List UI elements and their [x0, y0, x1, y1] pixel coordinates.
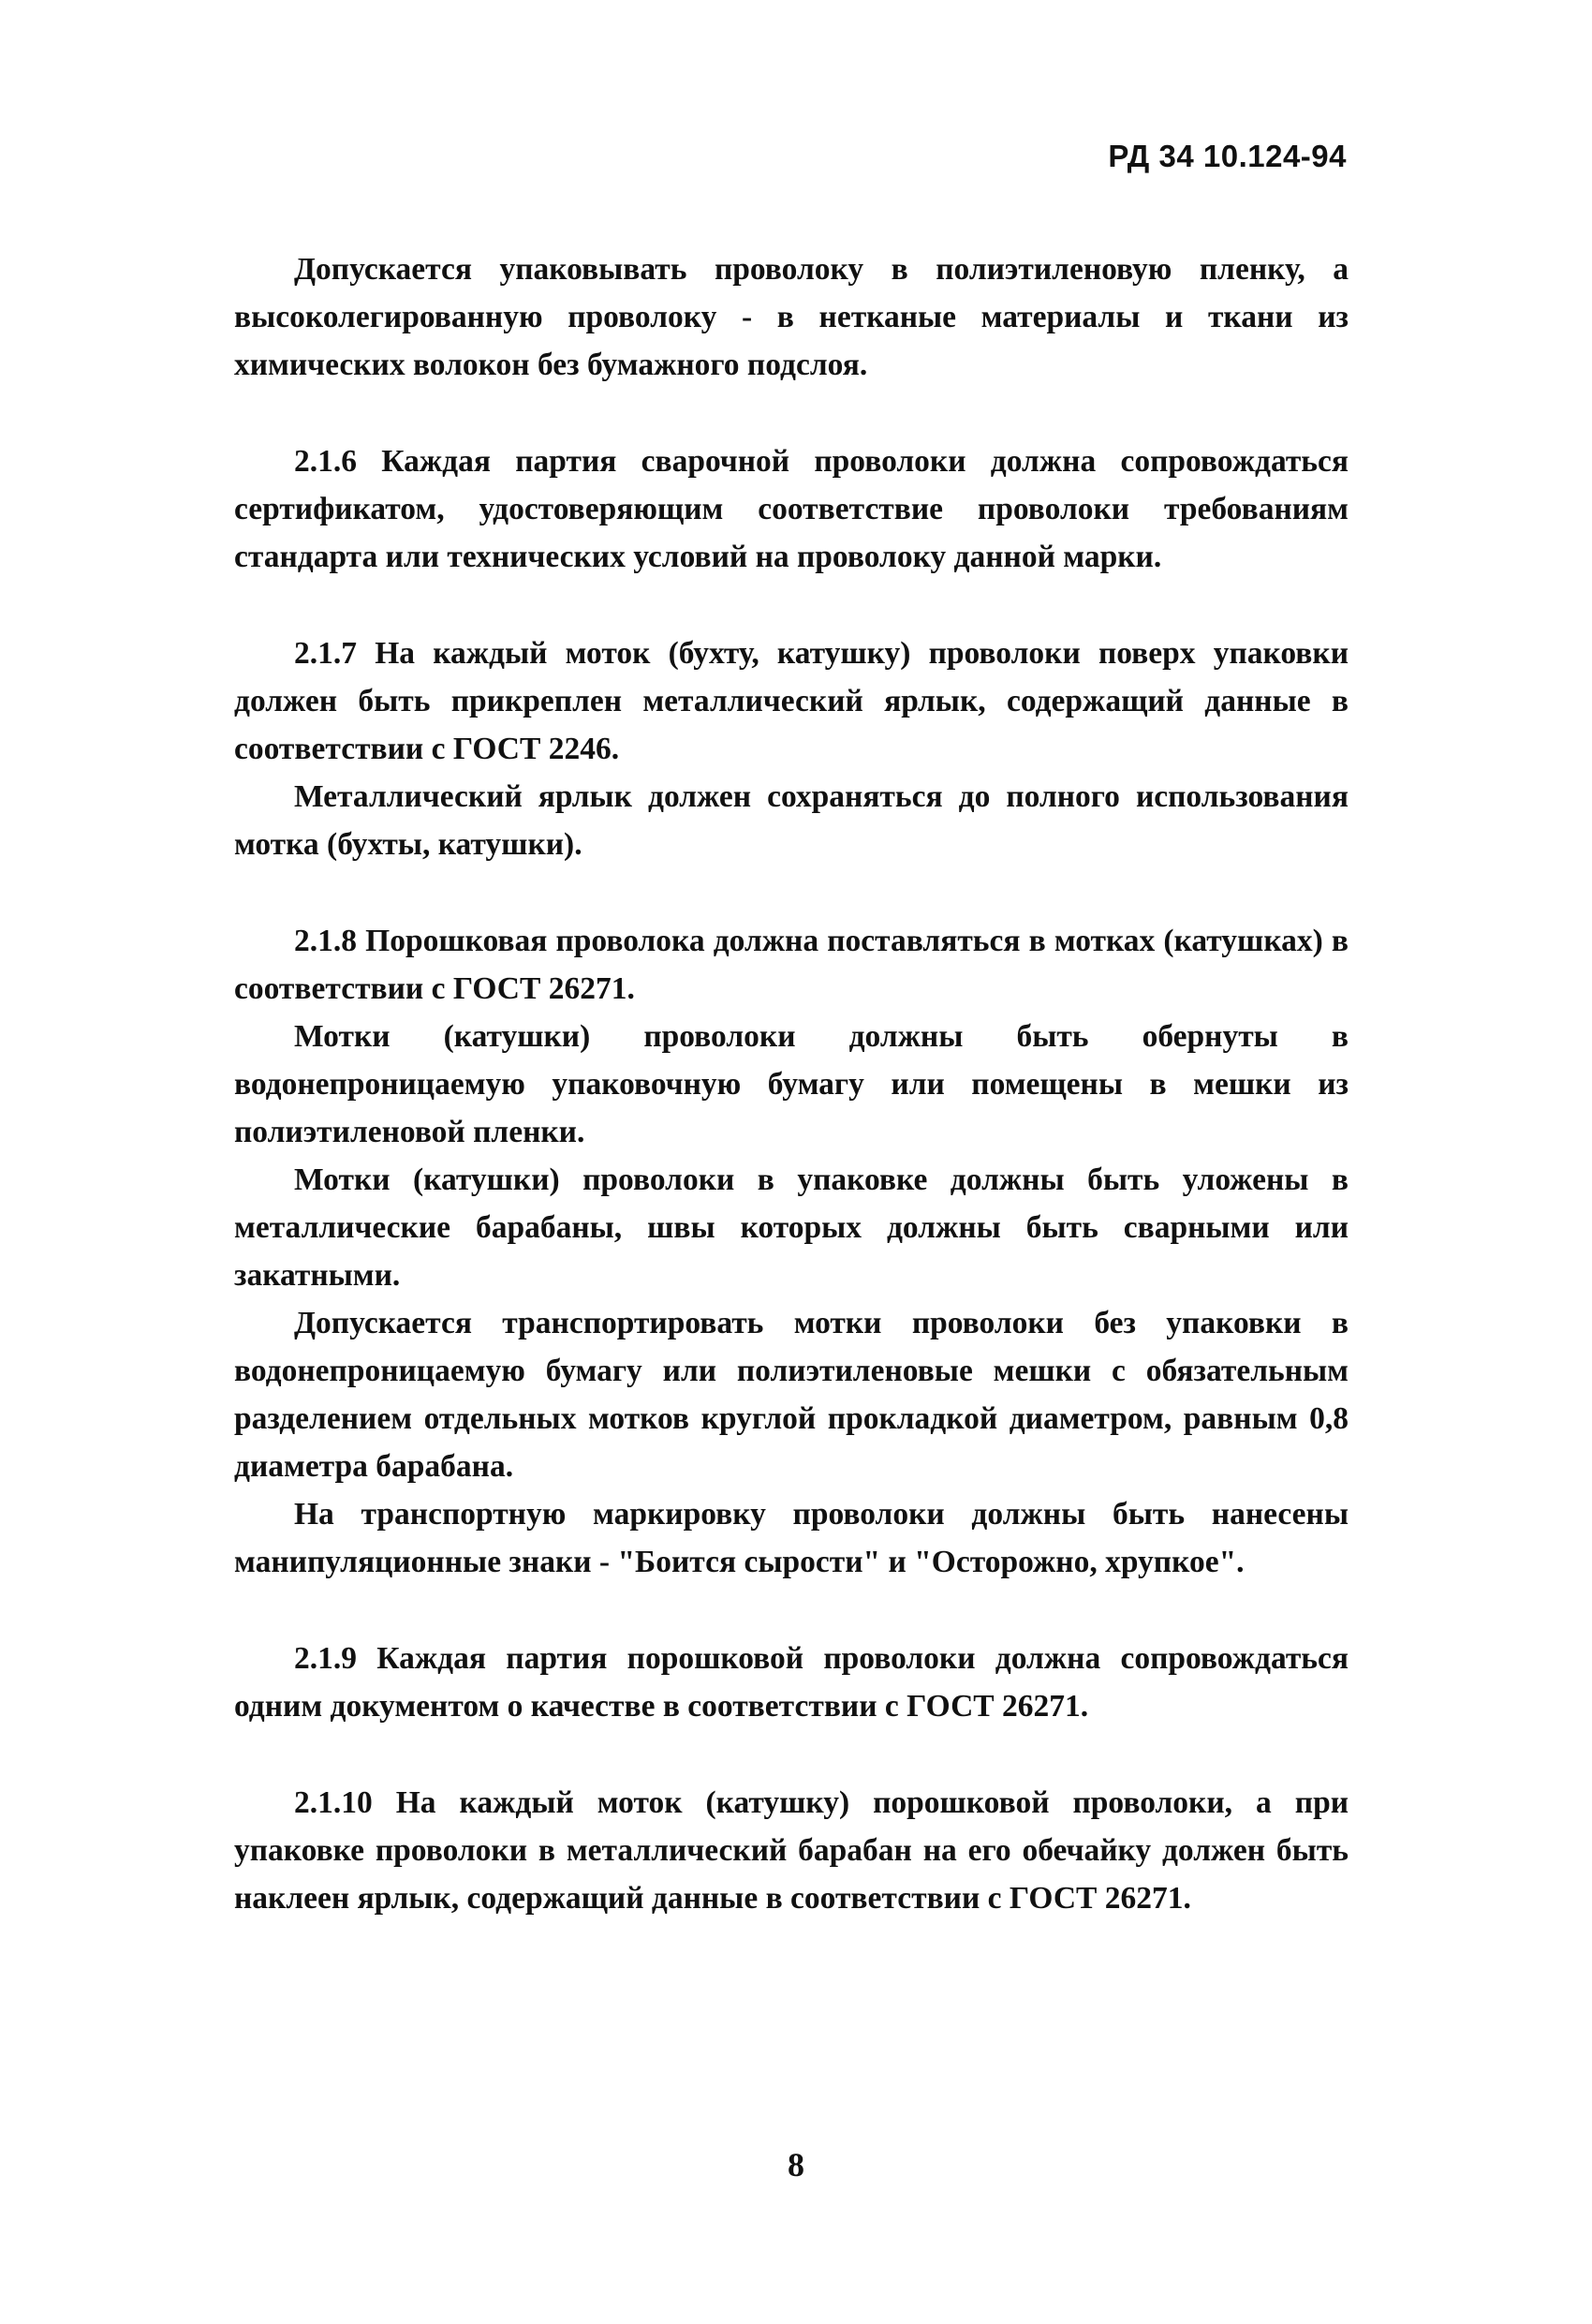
paragraph-2-1-6: 2.1.6 Каждая партия сварочной проволоки должна сопровождаться сертификатом, удостоверяющим соответствие проволоки требованиям стандарта или технических условий на проволоку данной марки. — [234, 444, 1349, 574]
paragraph-label-retention: Металлический ярлык должен сохраняться до полного использования мотка (бухты, катушки). — [234, 779, 1349, 862]
paragraph-handling-marks: На транспортную маркировку проволоки должны быть нанесены манипуляционные знаки - "Боится сырости" и "Осторожно, хрупкое". — [234, 1497, 1349, 1579]
paragraph-2-1-8: 2.1.8 Порошковая проволока должна поставляться в мотках (катушках) в соответствии с ГОСТ 26271. — [234, 924, 1349, 1006]
document-body — [234, 245, 1349, 1922]
document-code: РД 34 10.124-94 — [1108, 139, 1347, 173]
paragraph-packaging-film: Допускается упаковывать проволоку в полиэтиленовую пленку, а высоколегированную проволоку - в нетканые материалы и ткани из химических волокон без бумажного подслоя. — [234, 252, 1349, 382]
paragraph-coils-drums: Мотки (катушки) проволоки в упаковке должны быть уложены в металлические барабаны, швы которых должны быть сварными или закатными. — [234, 1162, 1349, 1293]
page-number: 8 — [788, 2146, 804, 2183]
paragraph-coils-wrapping: Мотки (катушки) проволоки должны быть обернуты в водонепроницаемую упаковочную бумагу или помещены в мешки из полиэтиленовой пленки. — [234, 1019, 1349, 1149]
paragraph-2-1-9: 2.1.9 Каждая партия порошковой проволоки должна сопровождаться одним документом о качестве в соответствии с ГОСТ 26271. — [234, 1641, 1349, 1724]
paragraph-2-1-10: 2.1.10 На каждый моток (катушку) порошковой проволоки, а при упаковке проволоки в металлический барабан на его обечайку должен быть наклеен ярлык, содержащий данные в соответствии с ГОСТ 26271. — [234, 1785, 1349, 1916]
paragraph-2-1-7: 2.1.7 На каждый моток (бухту, катушку) проволоки поверх упаковки должен быть прикреплен металлический ярлык, содержащий данные в соответствии с ГОСТ 2246. — [234, 636, 1349, 766]
paragraph-transport-without-packaging: Допускается транспортировать мотки проволоки без упаковки в водонепроницаемую бумагу или полиэтиленовые мешки с обязательным разделением отдельных мотков круглой прокладкой диаметром, равным 0,8 диаметра барабана. — [234, 1306, 1349, 1484]
